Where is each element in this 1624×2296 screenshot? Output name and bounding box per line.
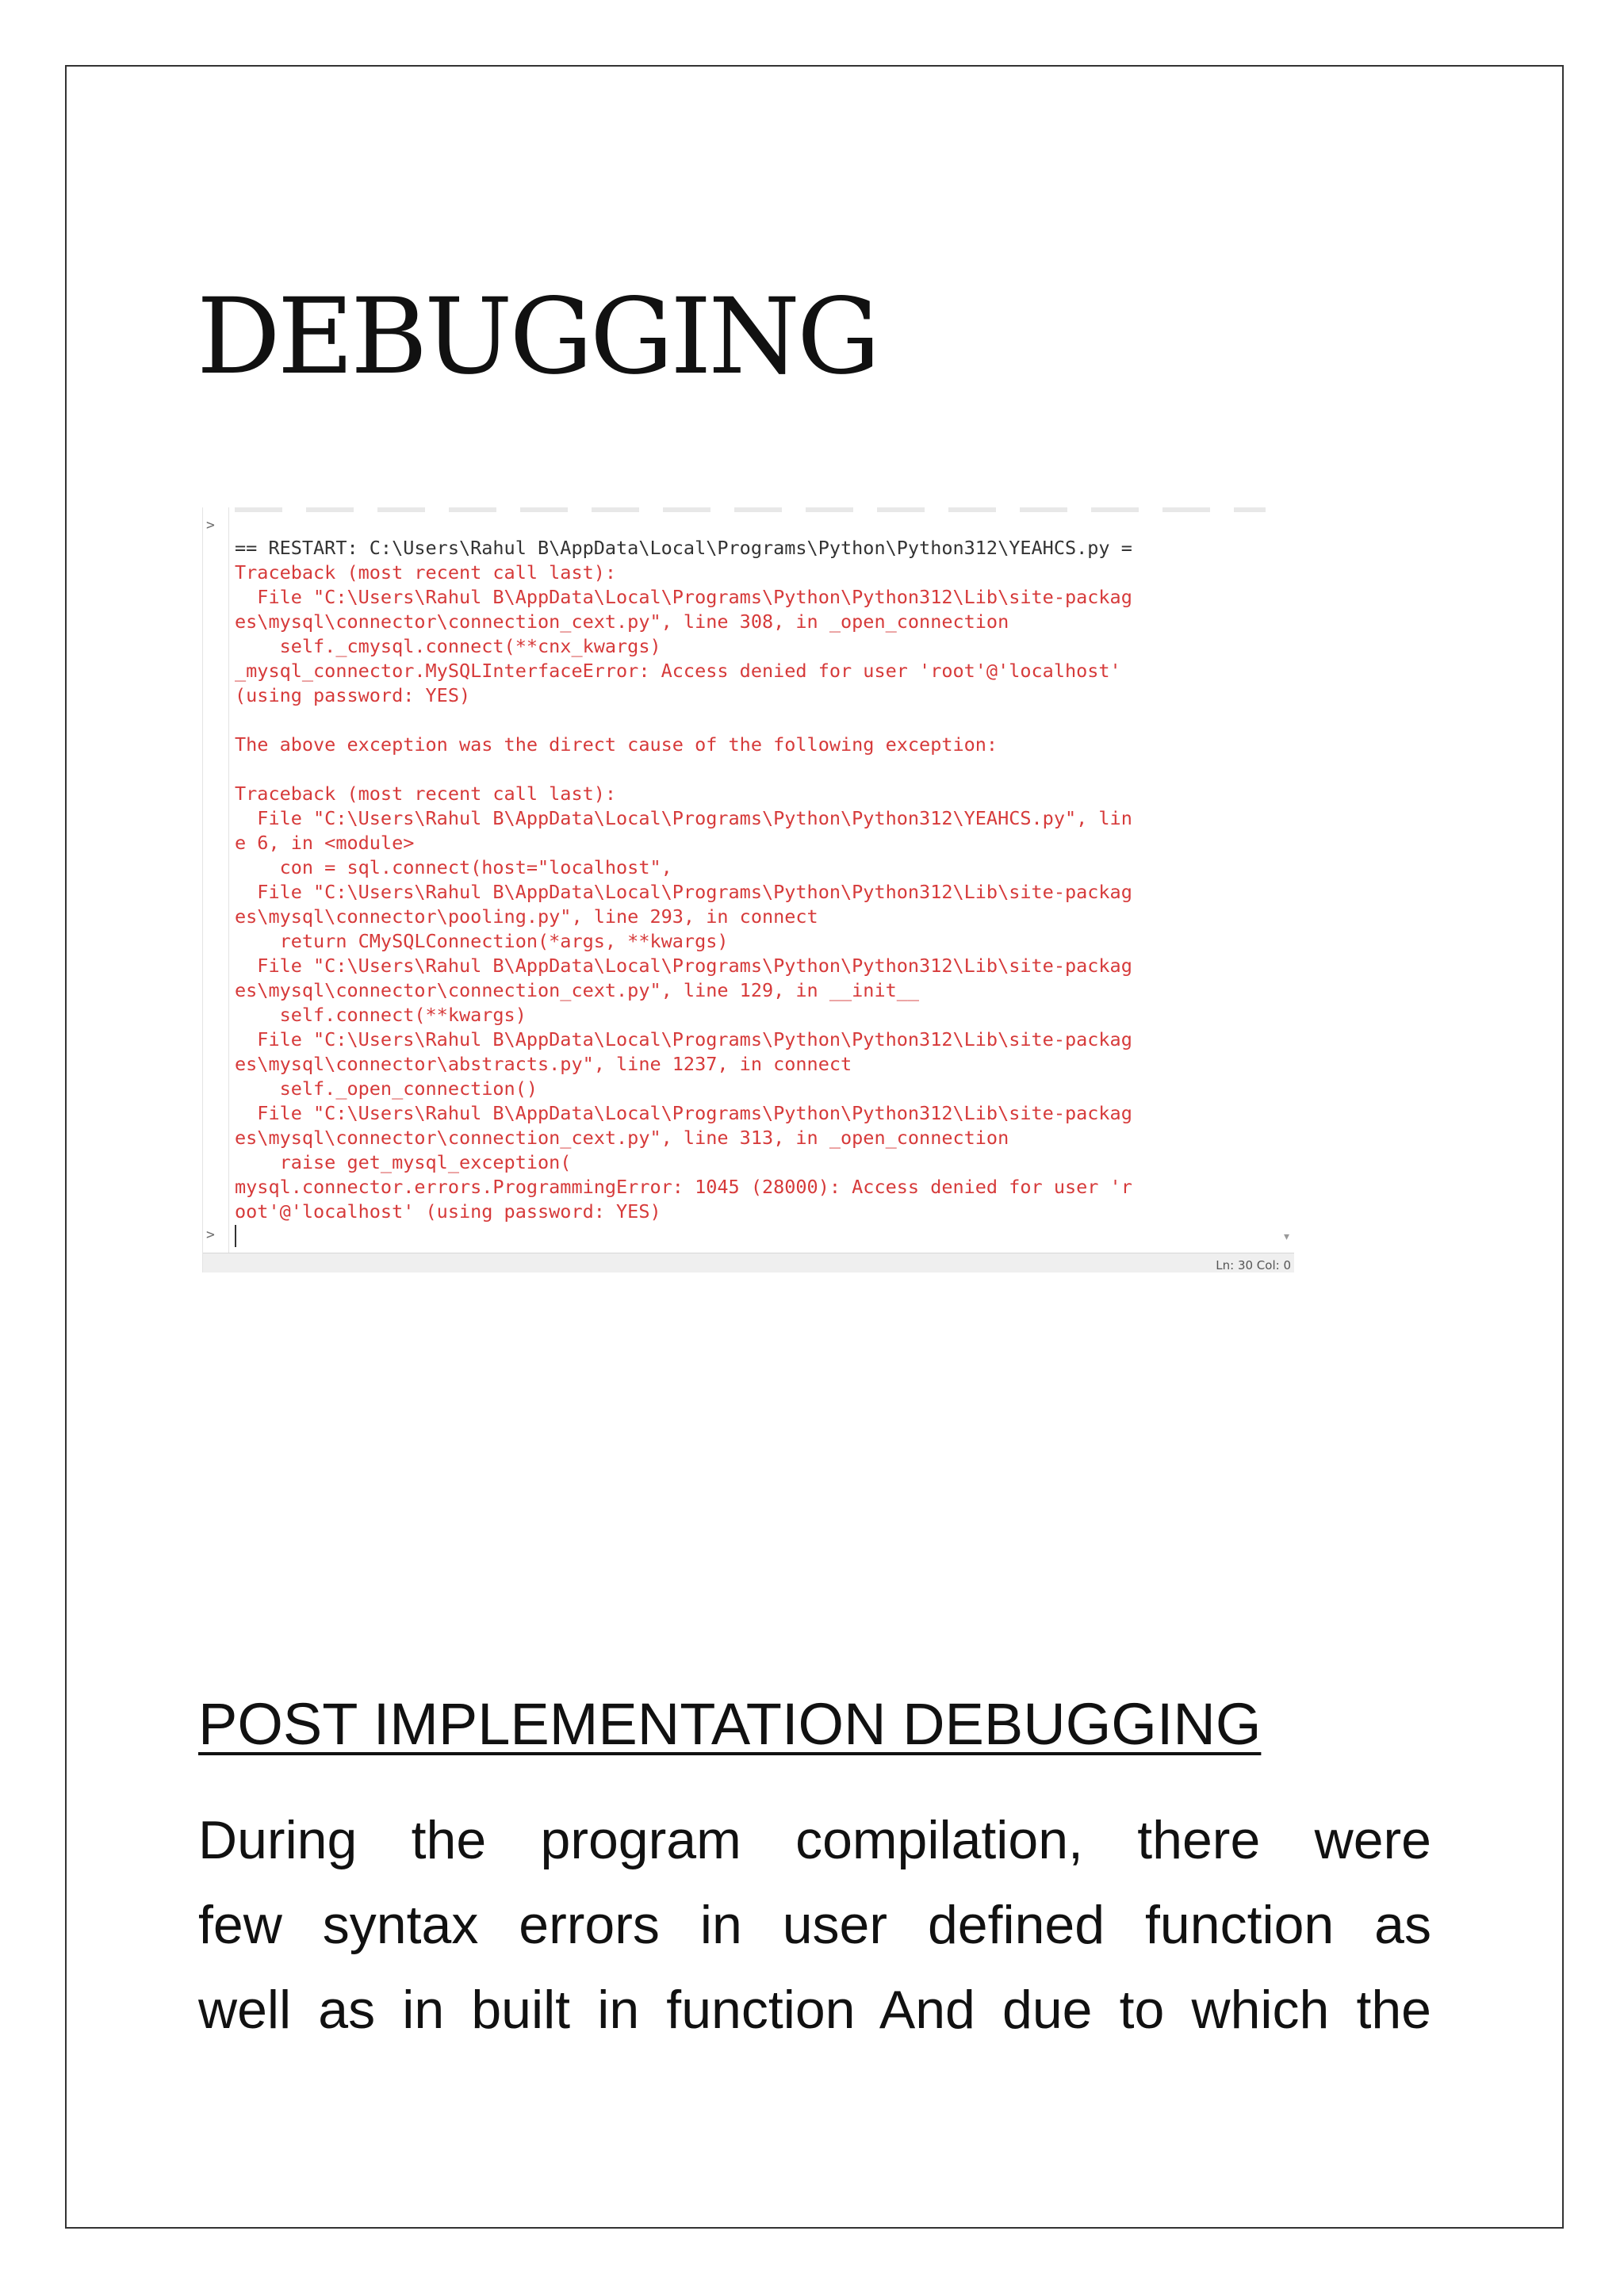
traceback-line: File "C:\Users\Rahul B\AppData\Local\Programs\Python\Python312\Lib\site-packag [235,955,1132,977]
traceback-line: self._open_connection() [235,1077,538,1100]
cropped-previous-output [235,507,1266,512]
traceback-line: es\mysql\connector\pooling.py", line 293, in connect [235,905,818,928]
shell-gutter [228,507,229,1253]
traceback-line: self._cmysql.connect(**cnx_kwargs) [235,635,661,657]
traceback-line: File "C:\Users\Rahul B\AppData\Local\Programs\Python\Python312\Lib\site-packag [235,881,1132,903]
traceback-line: oot'@'localhost' (using password: YES) [235,1200,661,1223]
traceback-line: The above exception was the direct cause of the following exception: [235,733,998,756]
shell-output [235,536,1281,1224]
shell-prompt-icon: > [206,1226,215,1243]
traceback-line: File "C:\Users\Rahul B\AppData\Local\Programs\Python\Python312\Lib\site-packag [235,586,1132,608]
traceback-line [235,757,1281,782]
traceback-output [235,561,1281,1224]
text-cursor[interactable] [235,1225,236,1247]
traceback-line: Traceback (most recent call last): [235,561,617,584]
paragraph-line: few syntax errors in user defined function as [198,1895,1431,1955]
traceback-line: mysql.connector.errors.ProgrammingError: 1045 (28000): Access denied for user 'r [235,1176,1132,1198]
traceback-line: raise get_mysql_exception( [235,1151,572,1173]
section-heading: POST IMPLEMENTATION DEBUGGING [198,1691,1262,1757]
cursor-position-status: Ln: 30 Col: 0 [1216,1258,1291,1272]
traceback-line: e 6, in <module> [235,832,415,854]
traceback-line: File "C:\Users\Rahul B\AppData\Local\Programs\Python\Python312\Lib\site-packag [235,1102,1132,1124]
scroll-down-icon[interactable]: ▾ [1283,1230,1289,1243]
traceback-line: con = sql.connect(host="localhost", [235,856,672,878]
shell-prompt-icon: > [206,517,215,534]
traceback-line [235,708,1281,733]
body-paragraph [198,1798,1431,2053]
traceback-line: _mysql_connector.MySQLInterfaceError: Access denied for user 'root'@'localhost' [235,660,1121,682]
traceback-line: es\mysql\connector\connection_cext.py", line 308, in _open_connection [235,610,1009,633]
paragraph-line: well as in built in function And due to which the [198,1980,1431,2040]
paragraph-line: During the program compilation, there were [198,1810,1431,1870]
traceback-line: es\mysql\connector\abstracts.py", line 1237, in connect [235,1053,852,1075]
restart-line: == RESTART: C:\Users\Rahul B\AppData\Local\Programs\Python\Python312\YEAHCS.py = [235,537,1132,559]
page-title: DEBUGGING [197,276,878,398]
traceback-line: File "C:\Users\Rahul B\AppData\Local\Programs\Python\Python312\Lib\site-packag [235,1028,1132,1050]
traceback-line: File "C:\Users\Rahul B\AppData\Local\Programs\Python\Python312\YEAHCS.py", lin [235,807,1132,829]
traceback-line: return CMySQLConnection(*args, **kwargs) [235,930,729,952]
python-shell-screenshot [202,507,1294,1272]
traceback-line: es\mysql\connector\connection_cext.py", line 129, in __init__ [235,979,920,1001]
traceback-line: es\mysql\connector\connection_cext.py", line 313, in _open_connection [235,1127,1009,1149]
traceback-line: self.connect(**kwargs) [235,1004,527,1026]
traceback-line: (using password: YES) [235,684,471,706]
shell-status-bar [203,1253,1294,1272]
traceback-line: Traceback (most recent call last): [235,783,617,805]
